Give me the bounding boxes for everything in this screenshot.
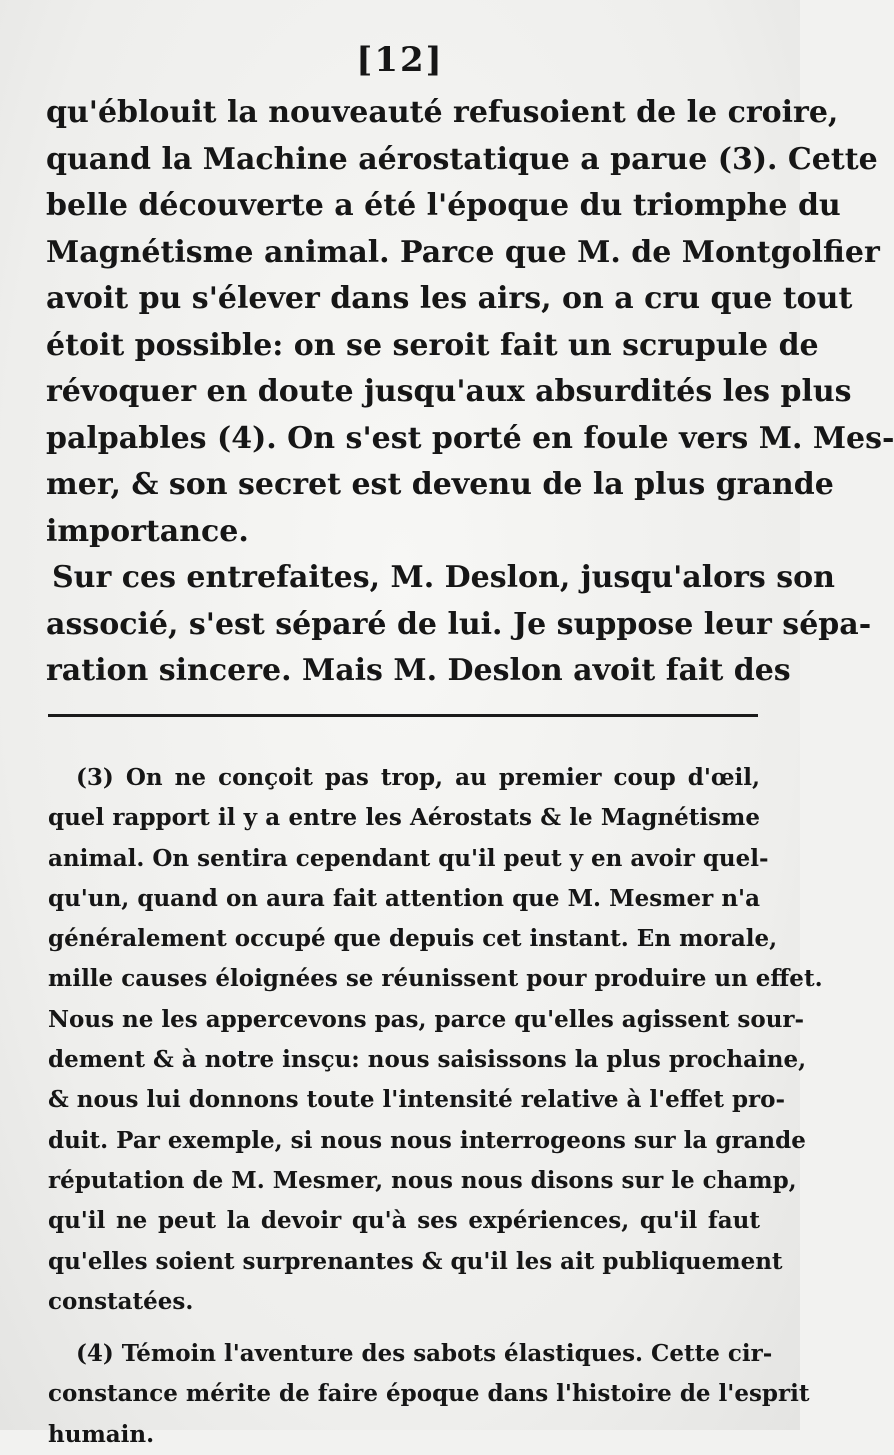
footnote-line: généralement occupé que depuis cet instant. En morale, <box>48 925 778 953</box>
footnote-line: duit. Par exemple, si nous nous interrogeons sur la grande <box>48 1126 806 1154</box>
text-line: quand la Machine aérostatique a parue (3). Cette <box>46 141 878 177</box>
text-line: associé, s'est séparé de lui. Je suppose leur sépa- <box>46 606 872 642</box>
footnote-line: quel rapport il y a entre les Aérostats & le Magnétisme <box>48 804 760 832</box>
text-line: mer, & son secret est devenu de la plus grande <box>46 467 834 502</box>
footnote-line: qu'elles soient surprenantes & qu'il les ait publiquement <box>48 1247 783 1275</box>
footnote-3 <box>48 758 823 1322</box>
footnote-line: constance mérite de faire époque dans l'histoire de l'esprit <box>48 1380 810 1408</box>
footnote-line: dement & à notre insçu: nous saisissons la plus prochaine, <box>48 1046 807 1074</box>
footnote-line: (3) On ne conçoit pas trop, au premier coup d'œil, <box>76 764 760 791</box>
footnotes <box>48 758 823 1455</box>
footnote-divider <box>48 714 758 717</box>
text-line: qu'éblouit la nouveauté refusoient de le croire, <box>46 95 839 130</box>
footnote-line: mille causes éloignées se réunissent pour produire un effet. <box>48 965 823 993</box>
text-line: avoit pu s'élever dans les airs, on a cru que tout <box>46 281 853 316</box>
footnote-line: animal. On sentira cependant qu'il peut y en avoir quel- <box>48 844 769 872</box>
text-line: étoit possible: on se seroit fait un scrupule de <box>46 327 819 363</box>
footnote-line: Nous ne les appercevons pas, parce qu'elles agissent sour- <box>48 1005 805 1033</box>
footnote-4 <box>48 1334 810 1455</box>
text-line: Magnétisme animal. Parce que M. de Montgolfier <box>46 234 880 270</box>
footnote-line: (4) Témoin l'aventure des sabots élastiques. Cette cir- <box>76 1340 773 1368</box>
footnote-line: réputation de M. Mesmer, nous nous disons sur le champ, <box>48 1166 797 1194</box>
main-text <box>46 90 894 695</box>
text-line: Sur ces entrefaites, M. Deslon, jusqu'alors son <box>52 560 835 595</box>
footnote-line: humain. <box>48 1420 155 1448</box>
footnote-line: qu'il ne peut la devoir qu'à ses expériences, qu'il faut <box>48 1207 760 1235</box>
footnote-line: constatées. <box>48 1287 194 1315</box>
page-number: [12] <box>356 40 444 80</box>
text-line: belle découverte a été l'époque du triomphe du <box>46 188 841 223</box>
footnote-line: qu'un, quand on aura fait attention que M. Mesmer n'a <box>48 884 760 912</box>
text-line: révoquer en doute jusqu'aux absurdités les plus <box>46 374 852 409</box>
footnote-spacer <box>48 1322 760 1334</box>
text-line: ration sincere. Mais M. Deslon avoit fait des <box>46 653 791 688</box>
text-line: palpables (4). On s'est porté en foule vers M. Mes- <box>46 420 894 456</box>
footnote-line: & nous lui donnons toute l'intensité relative à l'effet pro- <box>48 1086 786 1114</box>
text-line: importance. <box>46 513 249 549</box>
